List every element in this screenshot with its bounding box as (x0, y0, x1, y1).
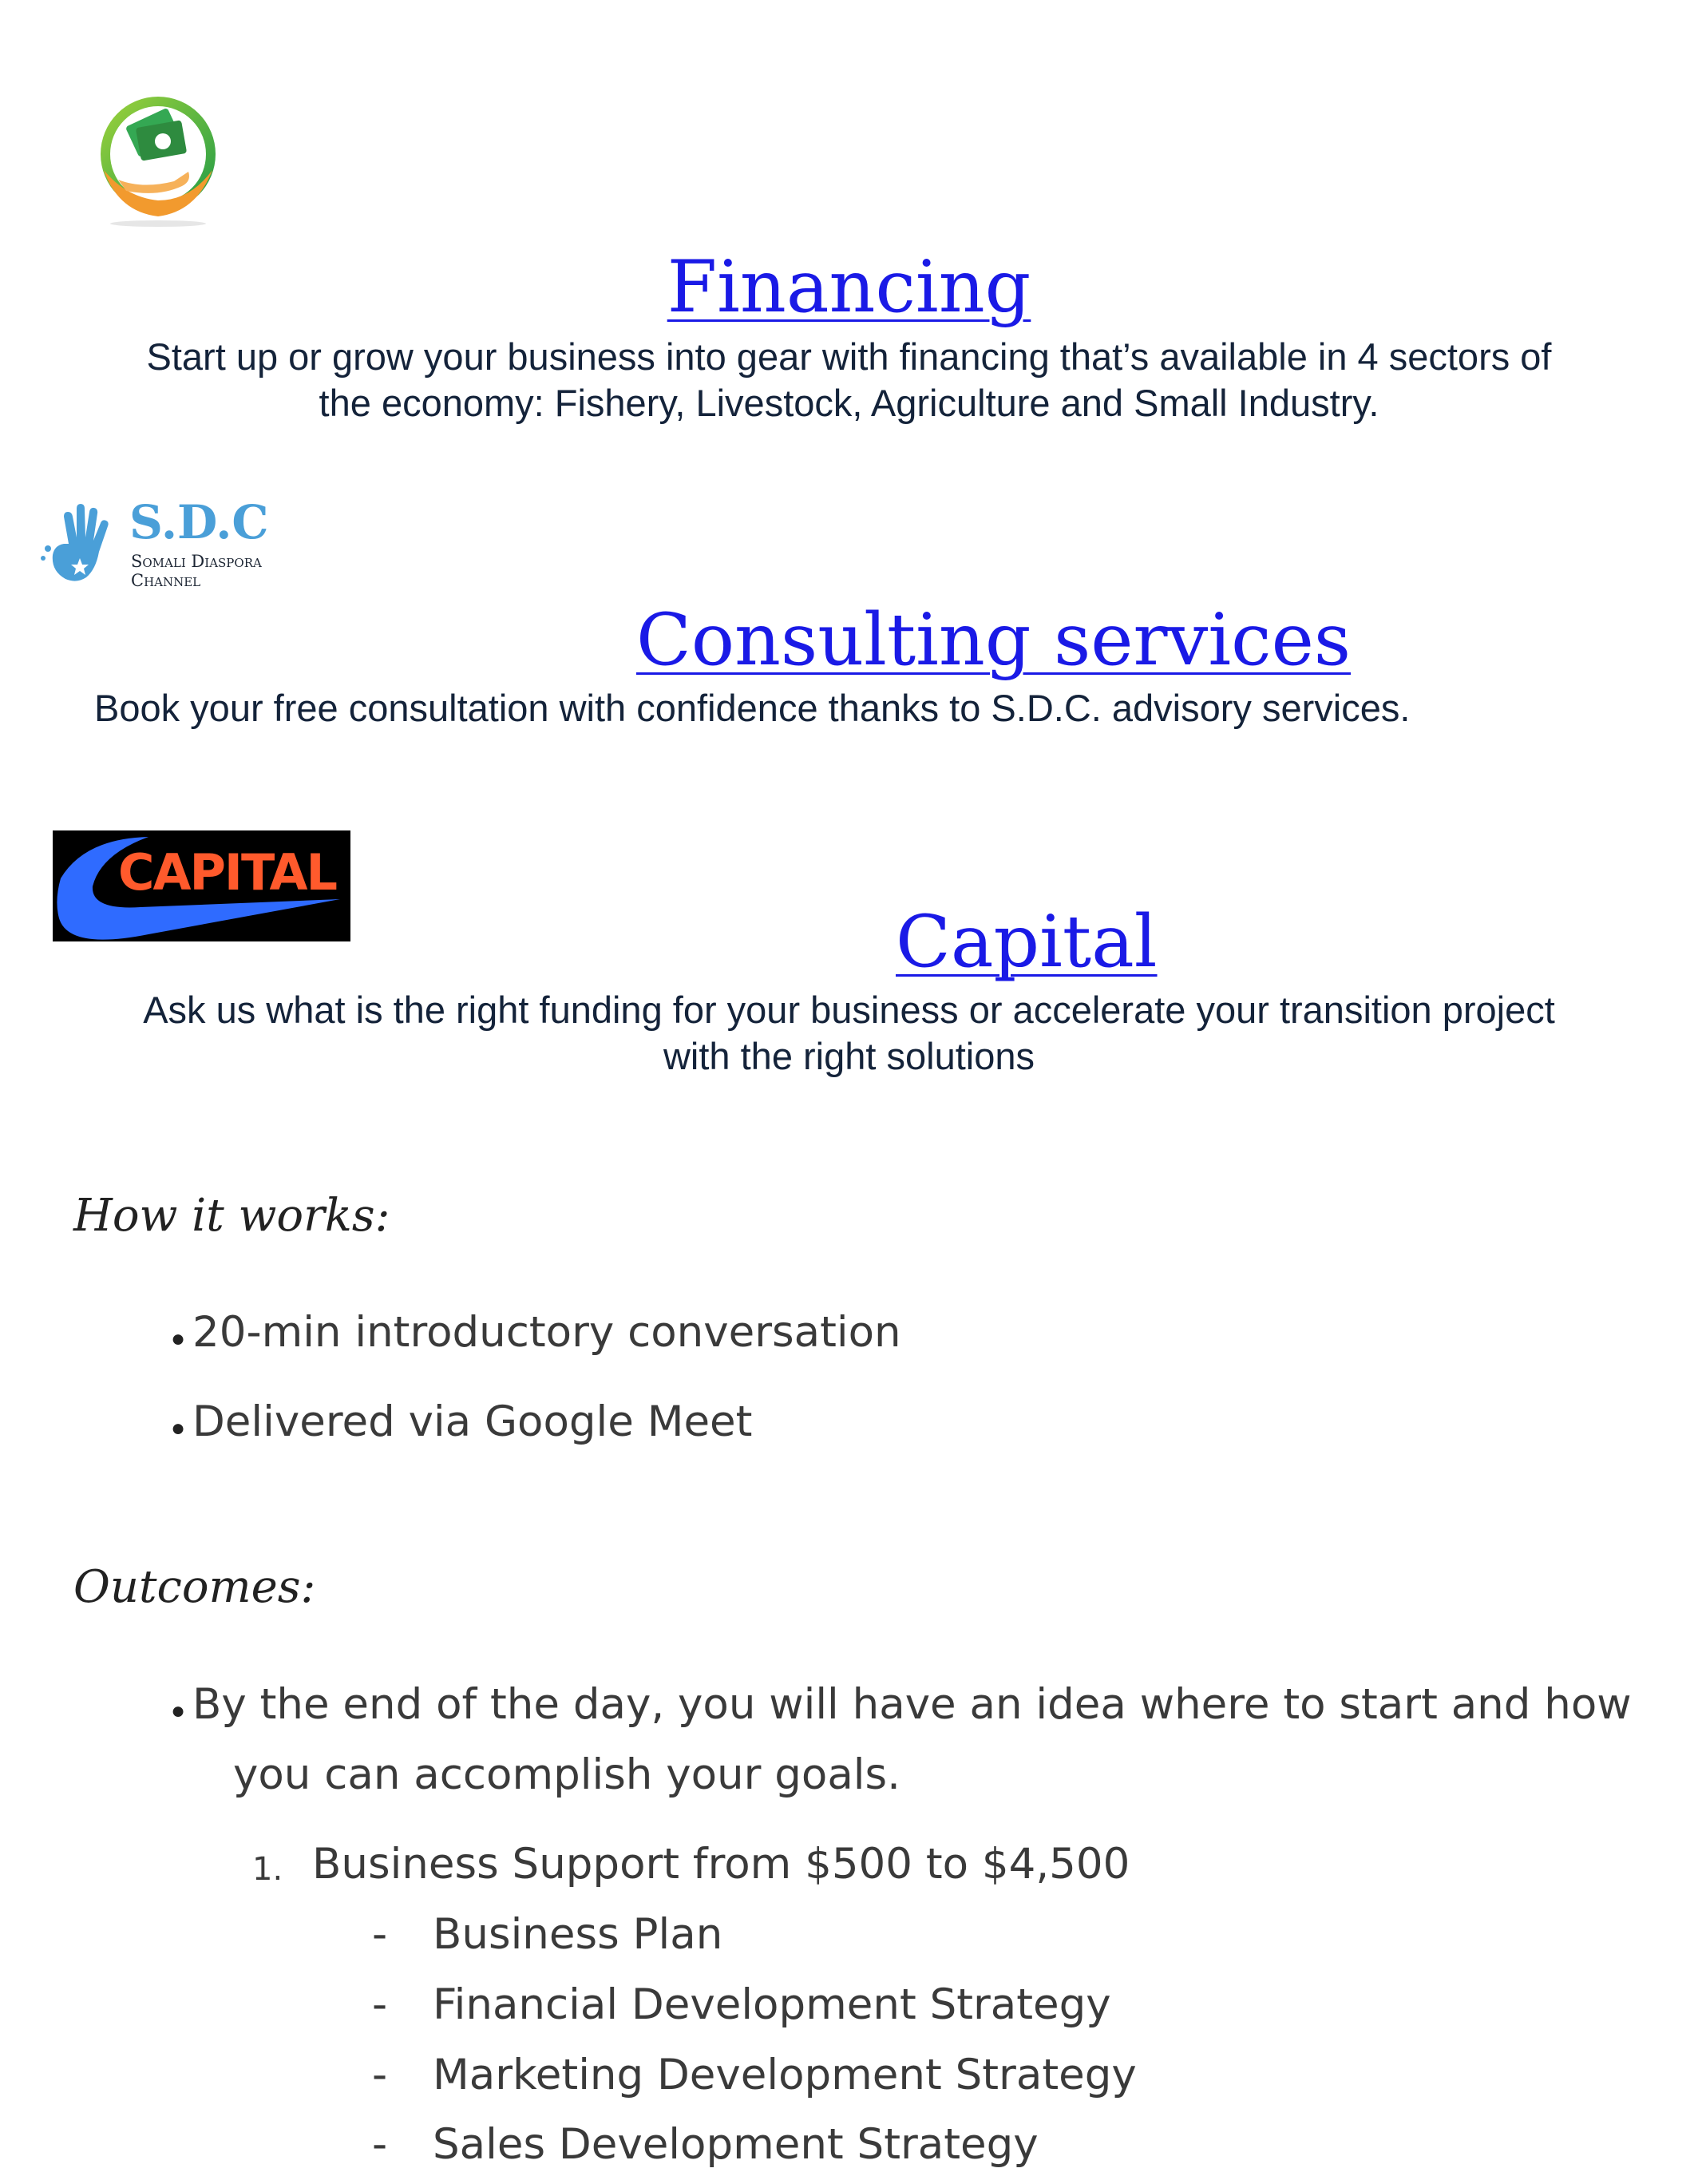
financing-description-line1: Start up or grow your business into gear with financing that’s available in 4 sectors of (146, 335, 1552, 378)
how-it-works-item-2: Delivered via Google Meet (192, 1397, 753, 1446)
dash-marker: - (372, 2120, 388, 2169)
capital-description-line2: with the right solutions (663, 1035, 1035, 1077)
capital-description-line1: Ask us what is the right funding for your business or accelerate your transition project (143, 989, 1555, 1031)
capital-logo-text: CAPITAL (118, 843, 336, 902)
financing-title[interactable]: Financing (667, 245, 1031, 329)
sub-item-financial-strategy: Financial Development Strategy (433, 1980, 1111, 2029)
numbered-item-number: 1. (252, 1851, 283, 1888)
numbered-item-label: Business Support from $500 to $4,500 (312, 1840, 1130, 1889)
outcomes-heading: Outcomes: (73, 1561, 316, 1613)
dash-marker: - (372, 2051, 388, 2099)
bullet-icon: ● (171, 1326, 186, 1352)
dash-marker: - (372, 1980, 388, 2029)
sub-item-business-plan: Business Plan (433, 1910, 723, 1959)
handprint-icon (40, 499, 120, 587)
sdc-logo-line1: Somali Diaspora (131, 552, 262, 571)
sub-item-sales-strategy: Sales Development Strategy (433, 2120, 1039, 2169)
money-hand-logo (94, 92, 222, 228)
consulting-description: Book your free consultation with confidence thanks to S.D.C. advisory services. (94, 687, 1411, 729)
how-it-works-item-1: 20-min introductory conversation (192, 1308, 901, 1357)
dash-marker: - (372, 1910, 388, 1959)
outcomes-bullet-line1: By the end of the day, you will have an idea where to start and how (192, 1680, 1632, 1729)
outcomes-bullet-line2: you can accomplish your goals. (233, 1750, 900, 1799)
how-it-works-heading: How it works: (73, 1190, 390, 1242)
capital-logo (53, 830, 350, 941)
sdc-logo (40, 495, 279, 591)
financing-description-line2: the economy: Fishery, Livestock, Agriculture and Small Industry. (319, 382, 1379, 424)
sub-item-marketing-strategy: Marketing Development Strategy (433, 2051, 1137, 2099)
bullet-icon: ● (171, 1415, 186, 1441)
bullet-icon: ● (171, 1698, 186, 1724)
sdc-logo-line2: Channel (131, 571, 201, 590)
money-hand-icon (94, 92, 222, 228)
consulting-services-title[interactable]: Consulting services (636, 598, 1352, 682)
capital-title[interactable]: Capital (896, 900, 1158, 984)
sdc-logo-title: S.D.C (129, 495, 269, 549)
